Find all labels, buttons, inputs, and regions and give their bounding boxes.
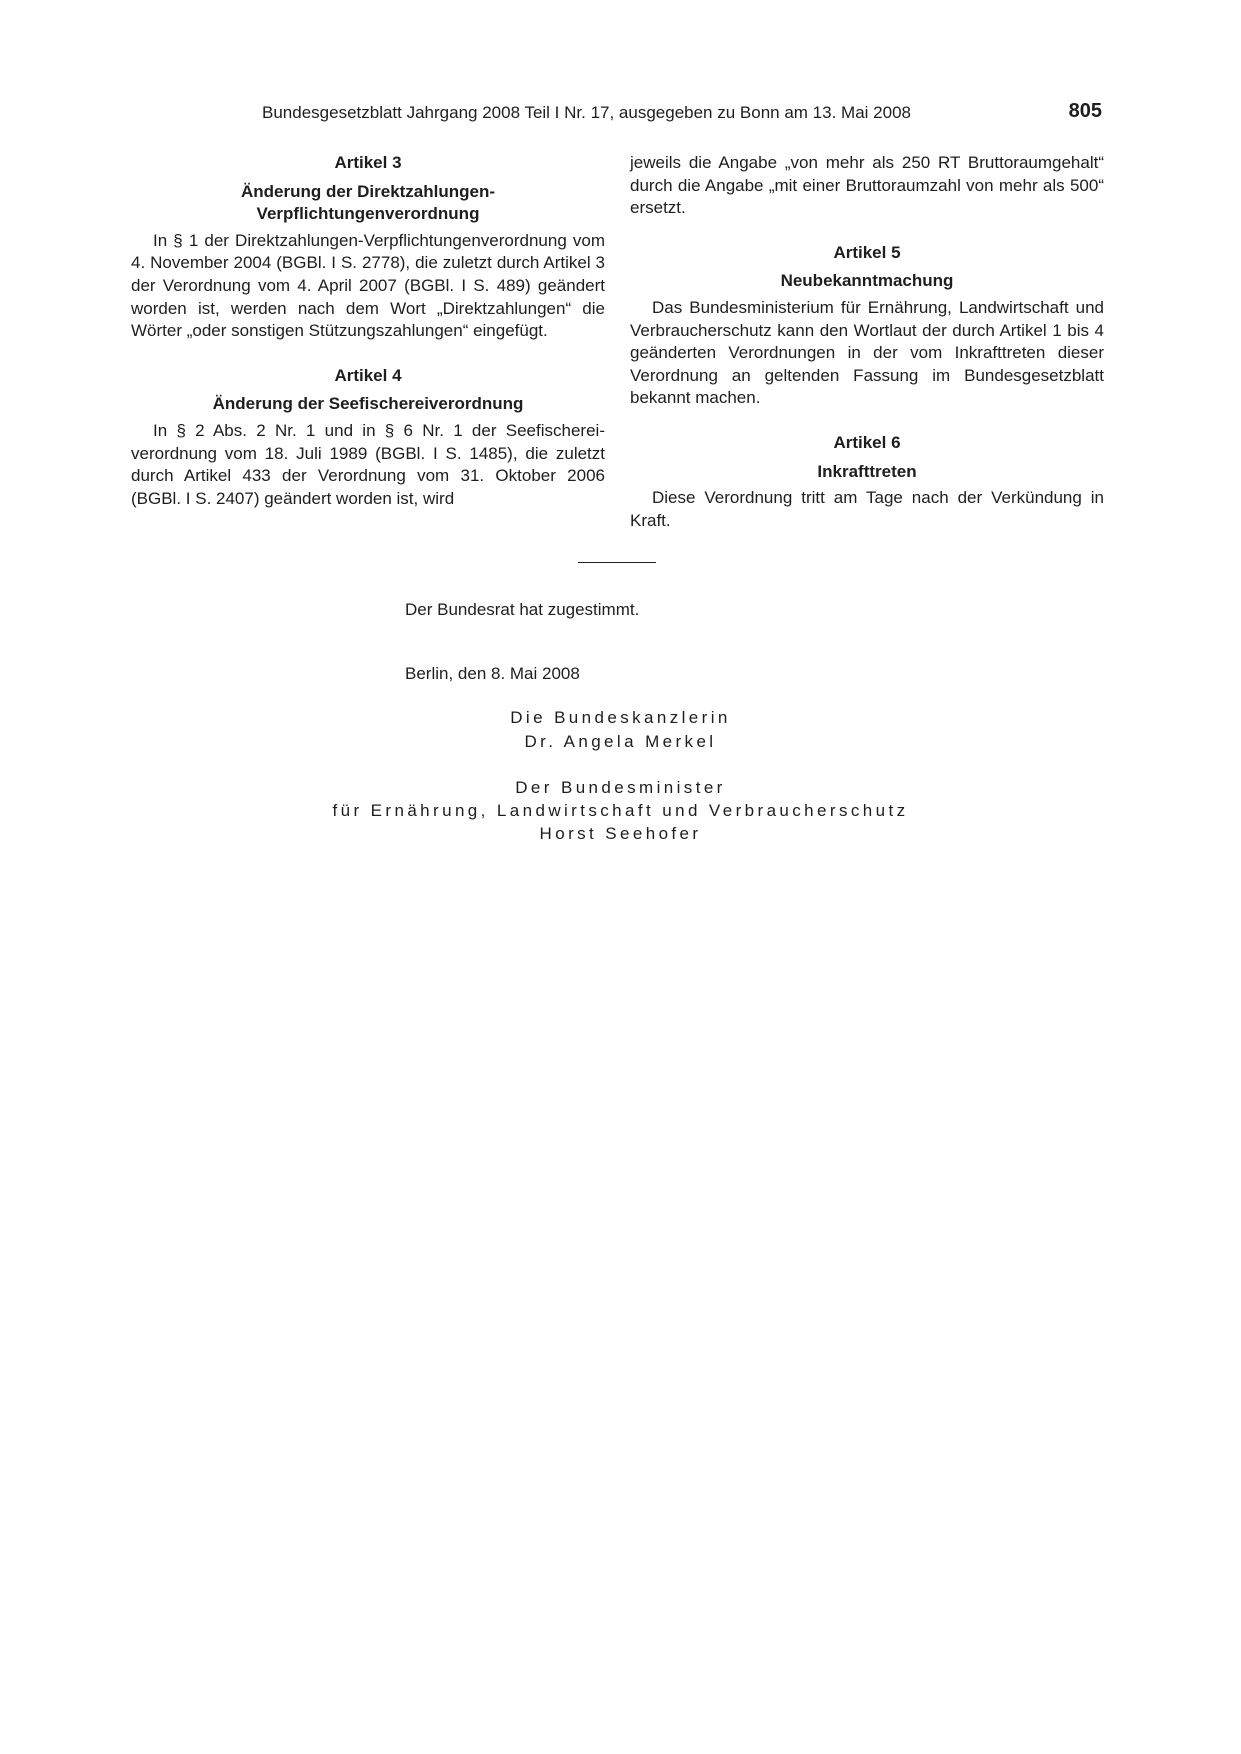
section-divider xyxy=(578,562,656,563)
article-5-heading: Neubekanntmachung xyxy=(780,271,954,291)
signatory-2-role: Der Bundesminister xyxy=(515,778,726,797)
article-3-title: Artikel 3 xyxy=(334,153,402,172)
signatory-2-name: Horst Seehofer xyxy=(539,824,702,843)
page-number: 805 xyxy=(1068,100,1102,122)
article-4-body-continued: jeweils die Angabe „von mehr als 250 RT Bruttoraumgehalt“ durch die Angabe „mit einer Bruttoraumzahl von mehr als 500“ ersetzt. xyxy=(630,153,1104,218)
article-5-title: Artikel 5 xyxy=(833,242,901,262)
right-column xyxy=(630,152,1104,532)
article-6-body: Diese Verordnung tritt am Tage nach der Verkündung in Kraft. xyxy=(630,488,1104,530)
article-3-heading: Änderung der Direktzahlungen-Verpflichtungenverordnung xyxy=(240,181,496,224)
article-3-body: In § 1 der Direktzahlungen-Verpflichtungenverordnung vom 4. November 2004 (BGBl. I S. 2778), die zuletzt durch Artikel 3 der Verordnung vom 4. April 2007 (BGBl. I S. 489) geändert worden ist, werden nach dem Wort „Direktzahlungen“ die Wörter „oder sonstigen Stützungszahlungen“ eingefügt. xyxy=(131,230,605,341)
bundesrat-consent: Der Bundesrat hat zugestimmt. xyxy=(405,600,640,619)
running-title: Bundesgesetzblatt Jahrgang 2008 Teil I Nr. 17, ausgegeben zu Bonn am 13. Mai 2008 xyxy=(262,103,911,122)
signatory-1-name: Dr. Angela Merkel xyxy=(524,732,717,751)
left-column xyxy=(131,152,605,510)
place-date: Berlin, den 8. Mai 2008 xyxy=(405,664,580,683)
page-header xyxy=(262,100,1102,130)
signatory-1-role: Die Bundeskanzlerin xyxy=(510,708,731,727)
article-4-title: Artikel 4 xyxy=(334,365,402,385)
article-5-body: Das Bundesministerium für Ernährung, Landwirtschaft und Verbraucherschutz kann den Wortlaut der durch Artikel 1 bis 4 geänderten Verordnungen in der vom Inkrafttreten dieser Verordnung an geltenden Fassung im Bundesgesetzblatt bekannt machen. xyxy=(630,297,1104,408)
article-6-title: Artikel 6 xyxy=(833,432,901,452)
signatory-2-portfolio: für Ernährung, Landwirtschaft und Verbraucherschutz xyxy=(332,801,909,820)
article-6-heading: Inkrafttreten xyxy=(817,461,917,481)
article-4-heading: Änderung der Seefischereiverordnung xyxy=(212,394,524,414)
article-4-body: In § 2 Abs. 2 Nr. 1 und in § 6 Nr. 1 der Seefischereiverordnung vom 18. Juli 1989 (BGBl. I S. 1485), die zuletzt durch Artikel 433 der Verordnung vom 31. Oktober 2006 (BGBl. I S. 2407) geändert worden ist, wird xyxy=(131,420,605,508)
